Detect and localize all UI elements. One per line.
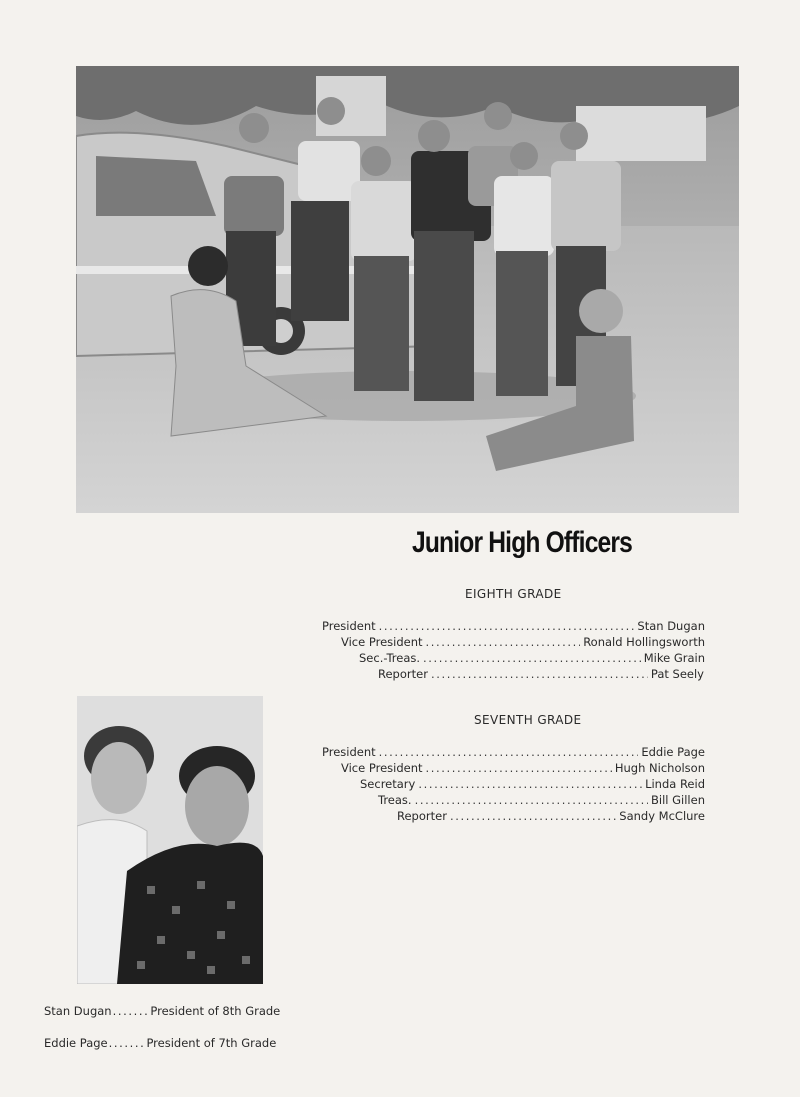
officer-name: Pat Seely bbox=[650, 667, 704, 681]
officer-name: Bill Gillen bbox=[651, 793, 705, 807]
leader-dots bbox=[415, 792, 648, 808]
leader-dots bbox=[418, 776, 642, 792]
group-photo-illustration bbox=[76, 66, 739, 513]
eighth-sec-treas-line bbox=[359, 650, 705, 666]
leader-dots bbox=[379, 618, 635, 634]
officer-name: Hugh Nicholson bbox=[614, 761, 705, 775]
presidents-portrait bbox=[77, 696, 263, 984]
officer-name: Linda Reid bbox=[645, 777, 705, 791]
officer-role: Sec.-Treas. bbox=[359, 651, 421, 665]
leader-dots bbox=[426, 634, 581, 650]
officer-role: Reporter bbox=[397, 809, 447, 823]
officer-role: President bbox=[322, 619, 376, 633]
page-title: Junior High Officers bbox=[411, 526, 633, 559]
officer-role: President bbox=[322, 745, 376, 759]
caption-text: President of 7th Grade bbox=[146, 1036, 277, 1050]
eighth-reporter-line bbox=[378, 666, 704, 682]
officer-role: Treas. bbox=[378, 793, 412, 807]
caption-name: Stan Dugan bbox=[44, 1004, 112, 1018]
caption-name: Eddie Page bbox=[44, 1036, 108, 1050]
eighth-president-line bbox=[322, 618, 705, 634]
officer-role: Reporter bbox=[378, 667, 428, 681]
officer-role: Vice President bbox=[341, 635, 423, 649]
leader-dots bbox=[109, 1036, 146, 1050]
seventh-reporter-line bbox=[397, 808, 705, 824]
officer-name: Eddie Page bbox=[641, 745, 705, 759]
officer-role: Secretary bbox=[360, 777, 416, 791]
officer-role: Vice President bbox=[341, 761, 423, 775]
eighth-vice-president-line bbox=[341, 634, 705, 650]
officer-name: Ronald Hollingsworth bbox=[583, 635, 705, 649]
seventh-vice-president-line bbox=[341, 760, 705, 776]
caption-text: President of 8th Grade bbox=[150, 1004, 281, 1018]
leader-dots bbox=[450, 808, 616, 824]
leader-dots bbox=[423, 650, 641, 666]
seventh-treas-line bbox=[378, 792, 705, 808]
leader-dots bbox=[426, 760, 612, 776]
leader-dots bbox=[431, 666, 648, 682]
leader-dots bbox=[113, 1004, 150, 1018]
officer-name: Mike Grain bbox=[643, 651, 705, 665]
group-photo bbox=[76, 66, 739, 513]
leader-dots bbox=[379, 744, 639, 760]
caption-eddie-page bbox=[44, 1036, 276, 1050]
officer-name: Stan Dugan bbox=[637, 619, 705, 633]
portrait-illustration bbox=[77, 696, 263, 984]
seventh-grade-heading: SEVENTH GRADE bbox=[474, 713, 582, 727]
eighth-grade-heading: EIGHTH GRADE bbox=[465, 587, 562, 601]
seventh-secretary-line bbox=[360, 776, 705, 792]
seventh-president-line bbox=[322, 744, 705, 760]
officer-name: Sandy McClure bbox=[619, 809, 705, 823]
caption-stan-dugan bbox=[44, 1004, 280, 1018]
